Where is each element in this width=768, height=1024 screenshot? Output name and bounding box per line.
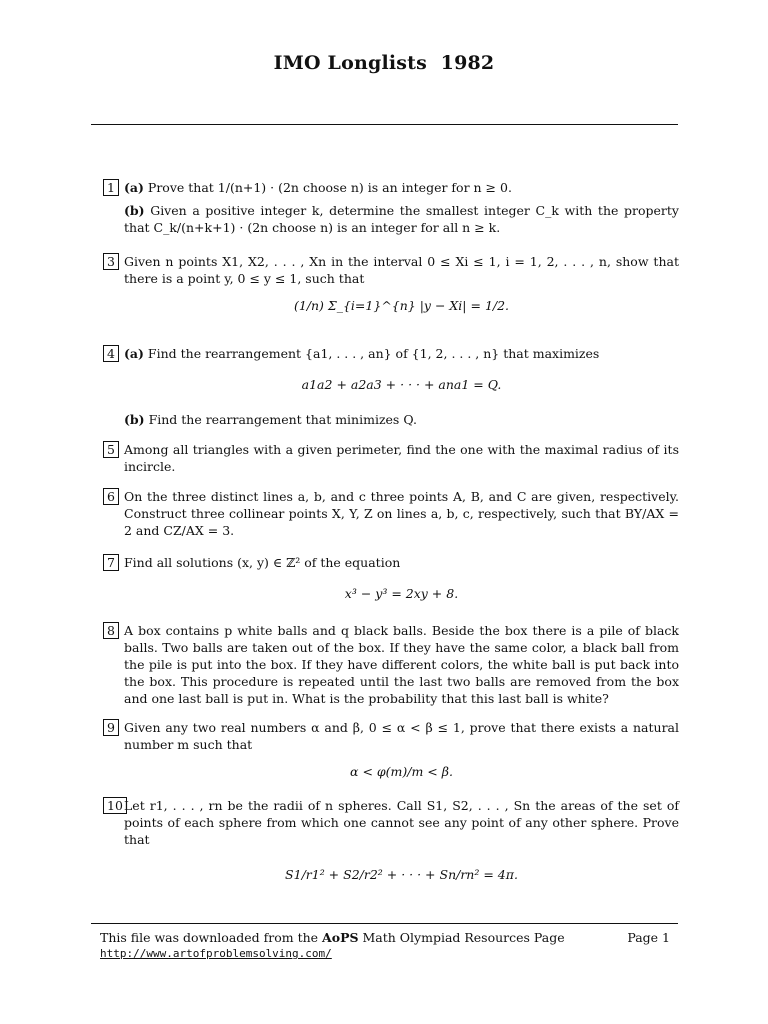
problem-9: [103, 719, 679, 786]
problem-10: [103, 797, 679, 889]
problem-1: [103, 179, 679, 236]
display-equation: S1/r1² + S2/r2² + · · · + Sn/rn² = 4π.: [285, 867, 518, 882]
problem-7: [103, 554, 679, 608]
footer-link[interactable]: http://www.artofproblemsolving.com/: [100, 947, 332, 960]
problem-text: On the three distinct lines a, b, and c three points A, B, and C are given, respectively. Construct three collinear points X, Y, Z on lines a, b, c, respectively, such that BY/AX = 2 and CZ/AX = 3.: [124, 489, 679, 538]
footer-prefix: This file was downloaded from the: [100, 930, 323, 945]
problem-5: [103, 441, 679, 475]
problem-text: Given any two real numbers α and β, 0 ≤ α < β ≤ 1, prove that there exists a natural number m such that: [124, 720, 679, 752]
header-rule: [91, 124, 678, 125]
problem-number: 3: [103, 253, 119, 270]
part-label: (a): [124, 180, 144, 195]
display-equation: x³ − y³ = 2xy + 8.: [344, 586, 459, 601]
part-label: (b): [124, 412, 145, 427]
problem-text: Let r1, . . . , rn be the radii of n spheres. Call S1, S2, . . . , Sn the areas of the set of points of each sphere from which one cannot see any point of any other sphere. Prove that: [124, 798, 679, 847]
footer-note: [100, 930, 565, 945]
footer-brand: AoPS: [322, 930, 359, 945]
problem-text: Among all triangles with a given perimeter, find the one with the maximal radius of its incircle.: [124, 442, 679, 474]
problem-number: 1: [103, 179, 119, 196]
problem-text: Find the rearrangement that minimizes Q.: [148, 412, 417, 427]
problem-number: 8: [103, 622, 119, 639]
problem-text: A box contains p white balls and q black balls. Beside the box there is a pile of black balls. Two balls are taken out of the box. If they have the same color, a black ball from the pile is put into the box. If they have different colors, the white ball is put back into the box. This procedure is repeated until the last two balls are removed from the box and one last ball is put in. What is the probability that this last ball is white?: [124, 623, 679, 706]
problem-number: 10: [103, 797, 127, 814]
footer-rule: [91, 923, 678, 924]
problem-number: 7: [103, 554, 119, 571]
problem-text: Given n points X1, X2, . . . , Xn in the interval 0 ≤ Xi ≤ 1, i = 1, 2, . . . , n, show that there is a point y, 0 ≤ y ≤ 1, such that: [124, 254, 679, 286]
footer-suffix: Math Olympiad Resources Page: [358, 930, 565, 945]
part-label: (b): [124, 203, 145, 218]
problem-text: Find all solutions (x, y) ∈ ℤ² of the equation: [124, 555, 401, 570]
display-equation: α < φ(m)/m < β.: [350, 764, 453, 779]
problem-number: 4: [103, 345, 119, 362]
page-number: Page 1: [627, 930, 670, 945]
part-label: (a): [124, 346, 144, 361]
problem-number: 9: [103, 719, 119, 736]
page-title: IMO Longlists 1982: [273, 52, 495, 74]
problem-4: [103, 345, 679, 428]
problem-number: 6: [103, 488, 119, 505]
problem-text: Given a positive integer k, determine the smallest integer C_k with the property that C_k/(n+k+1) · (2n choose n) is an integer for all n ≥ k.: [124, 203, 679, 235]
display-equation: (1/n) Σ_{i=1}^{n} |y − Xi| = 1/2.: [293, 298, 510, 313]
problem-text: Prove that 1/(n+1) · (2n choose n) is an integer for n ≥ 0.: [147, 180, 512, 195]
problem-3: [103, 253, 679, 320]
problem-6: [103, 488, 679, 539]
display-equation: a1a2 + a2a3 + · · · + ana1 = Q.: [301, 377, 502, 392]
problem-number: 5: [103, 441, 119, 458]
problem-text: Find the rearrangement {a1, . . . , an} of {1, 2, . . . , n} that maximizes: [147, 346, 600, 361]
problem-8: [103, 622, 679, 707]
